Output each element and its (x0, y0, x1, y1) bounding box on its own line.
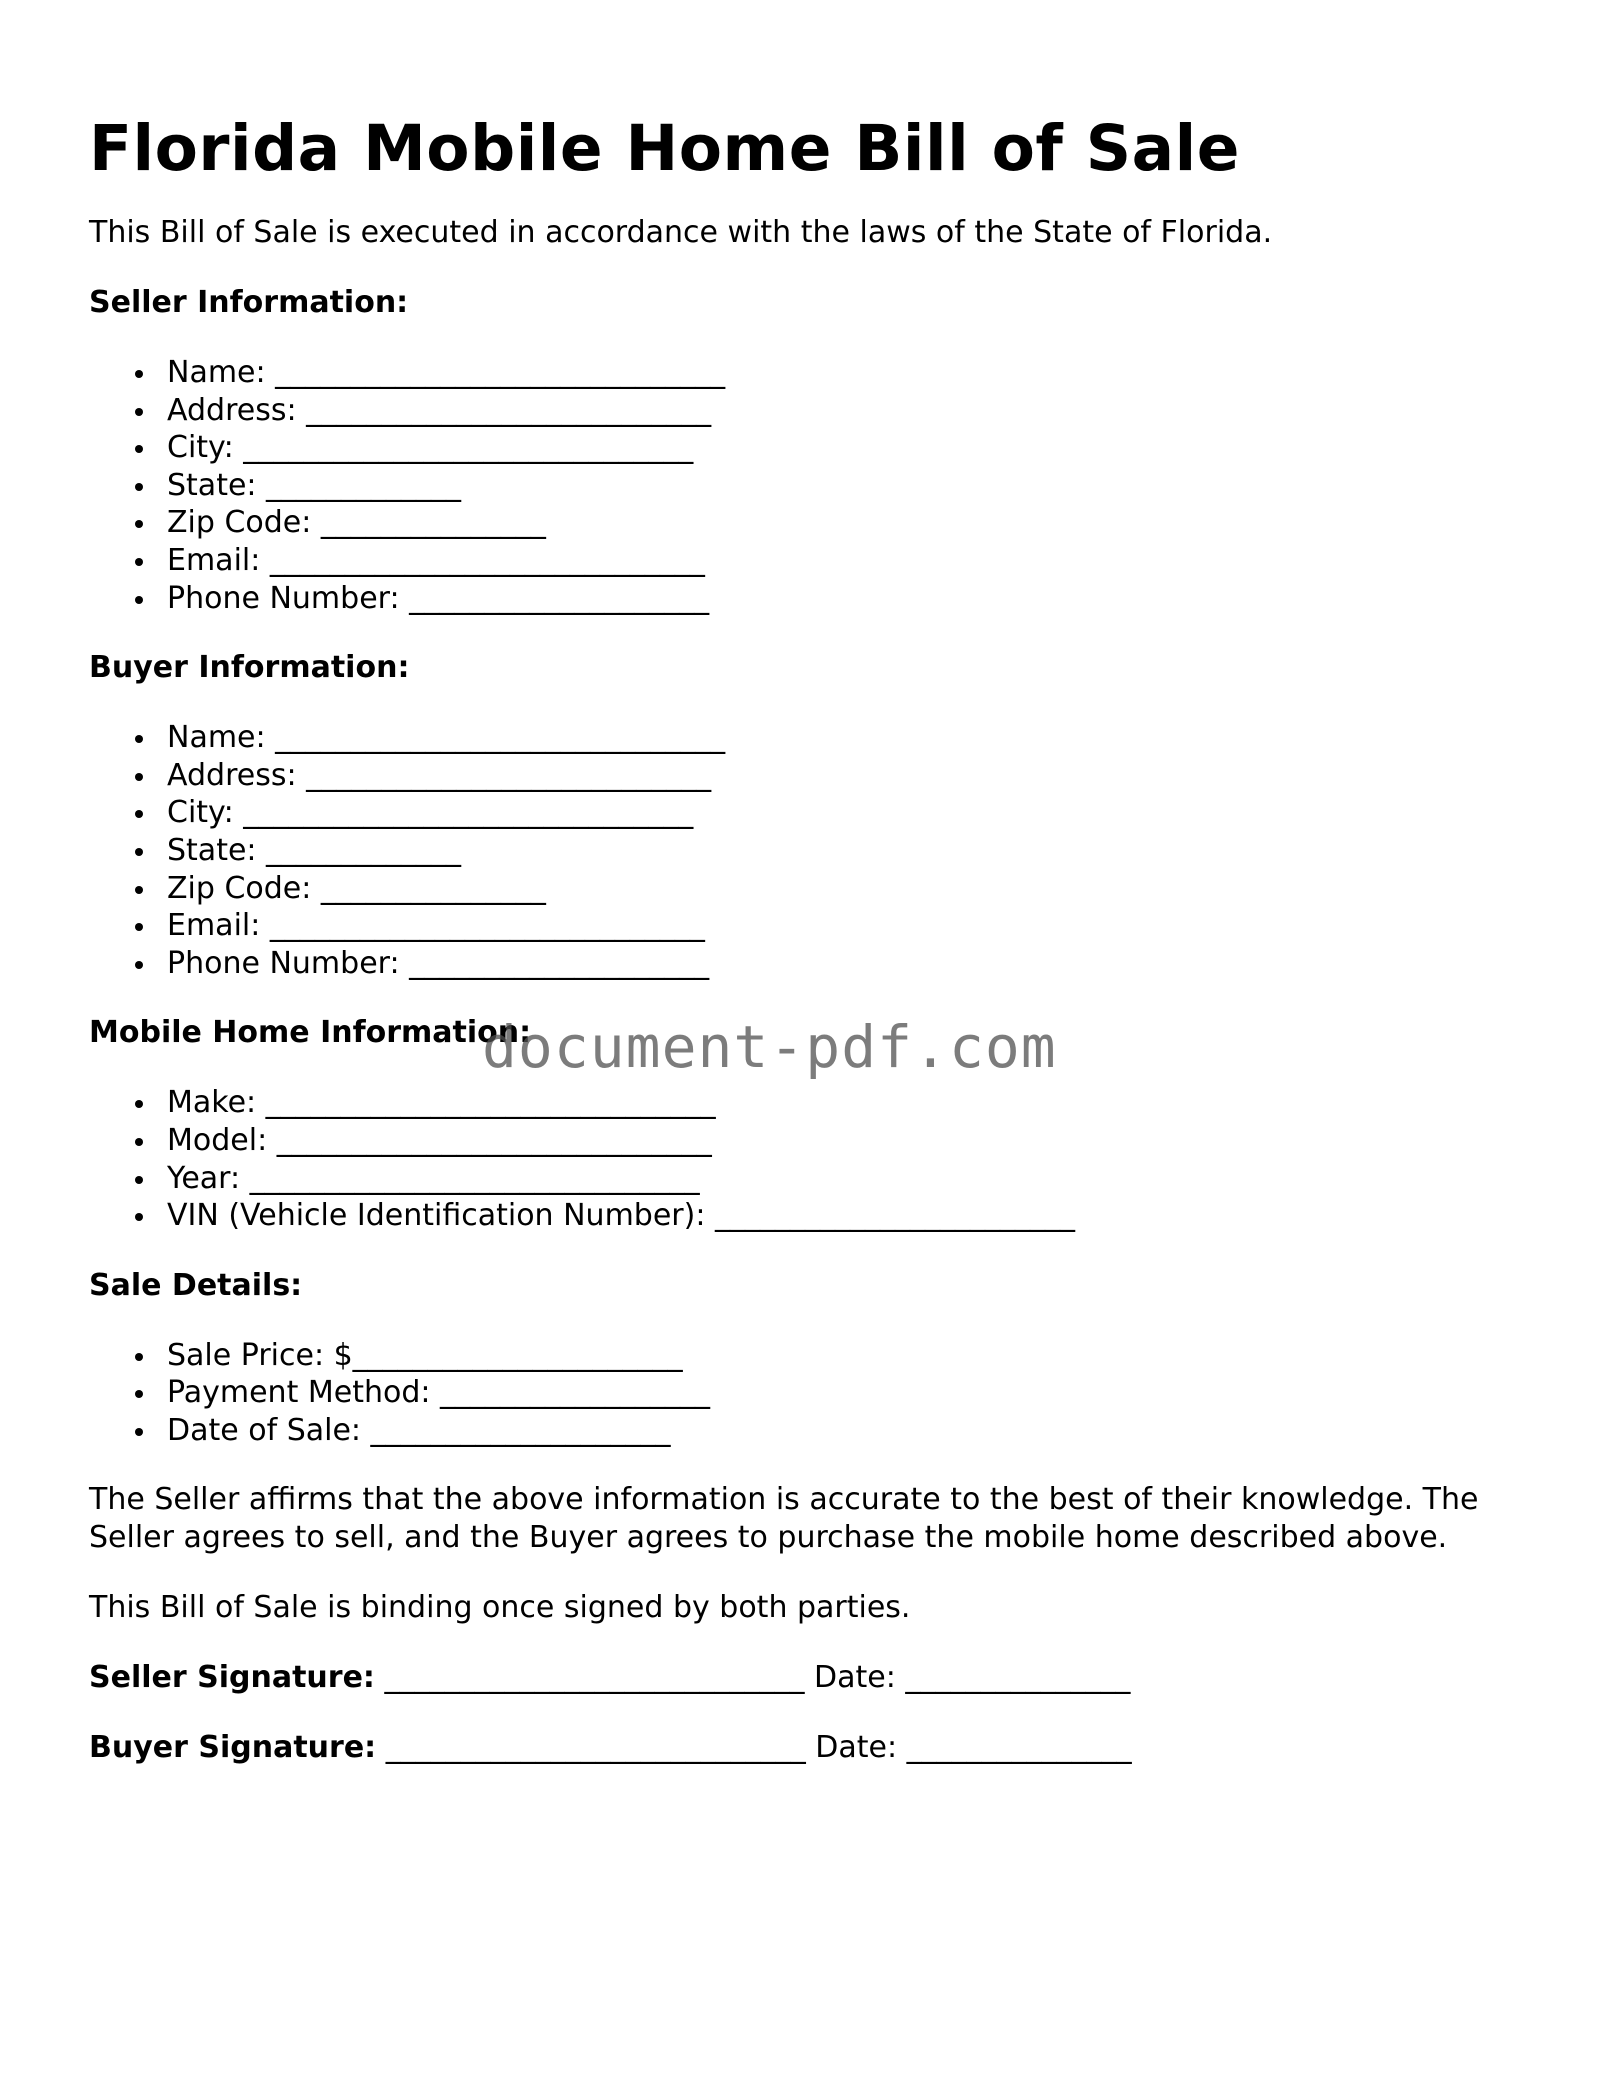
seller-state-field: State: _____________ (167, 467, 1549, 505)
seller-zip-field: Zip Code: _______________ (167, 504, 1549, 542)
seller-signature-line (89, 1659, 1549, 1697)
buyer-heading: Buyer Information: (89, 650, 410, 686)
seller-phone-field: Phone Number: ____________________ (167, 580, 1549, 618)
buyer-signature-blank: ____________________________ Date: _______________ (376, 1730, 1132, 1766)
seller-city-field: City: ______________________________ (167, 429, 1549, 467)
affirmation-paragraph: The Seller affirms that the above information is accurate to the best of their knowledge. The Seller agrees to sell, and the Buyer agrees to purchase the mobile home described above. (89, 1482, 1479, 1556)
payment-method-field: Payment Method: __________________ (167, 1374, 1549, 1412)
buyer-email-field: Email: _____________________________ (167, 907, 1549, 945)
vin-field: VIN (Vehicle Identification Number): ________________________ (167, 1197, 1549, 1235)
buyer-city-field: City: ______________________________ (167, 794, 1549, 832)
date-of-sale-field: Date of Sale: ____________________ (167, 1412, 1549, 1450)
seller-address-field: Address: ___________________________ (167, 392, 1549, 430)
mobile-home-heading: Mobile Home Information: (89, 1015, 532, 1051)
buyer-state-field: State: _____________ (167, 832, 1549, 870)
seller-signature-blank: ____________________________ Date: _______________ (374, 1660, 1131, 1696)
buyer-phone-field: Phone Number: ____________________ (167, 945, 1549, 983)
seller-info-list (89, 354, 1549, 617)
buyer-name-field: Name: ______________________________ (167, 719, 1549, 757)
mobile-home-info-list (89, 1084, 1549, 1234)
buyer-address-field: Address: ___________________________ (167, 757, 1549, 795)
seller-signature-label: Seller Signature: (89, 1660, 375, 1696)
binding-paragraph: This Bill of Sale is binding once signed by both parties. (89, 1590, 911, 1626)
seller-email-field: Email: _____________________________ (167, 542, 1549, 580)
sale-price-field: Sale Price: $______________________ (167, 1337, 1549, 1375)
year-field: Year: ______________________________ (167, 1160, 1549, 1198)
watermark: document-pdf.com (482, 1013, 1057, 1081)
buyer-zip-field: Zip Code: _______________ (167, 870, 1549, 908)
buyer-info-list (89, 719, 1549, 982)
sale-details-heading: Sale Details: (89, 1267, 303, 1303)
intro-paragraph: This Bill of Sale is executed in accordance with the laws of the State of Florida. (89, 215, 1273, 250)
model-field: Model: _____________________________ (167, 1122, 1549, 1160)
buyer-signature-label: Buyer Signature: (89, 1730, 377, 1766)
document-title: Florida Mobile Home Bill of Sale (89, 112, 1240, 185)
seller-heading: Seller Information: (89, 285, 409, 320)
sale-details-list (89, 1337, 1549, 1450)
buyer-signature-line (89, 1729, 1549, 1767)
make-field: Make: ______________________________ (167, 1084, 1549, 1122)
seller-name-field: Name: ______________________________ (167, 354, 1549, 392)
document-page (89, 110, 1549, 1799)
